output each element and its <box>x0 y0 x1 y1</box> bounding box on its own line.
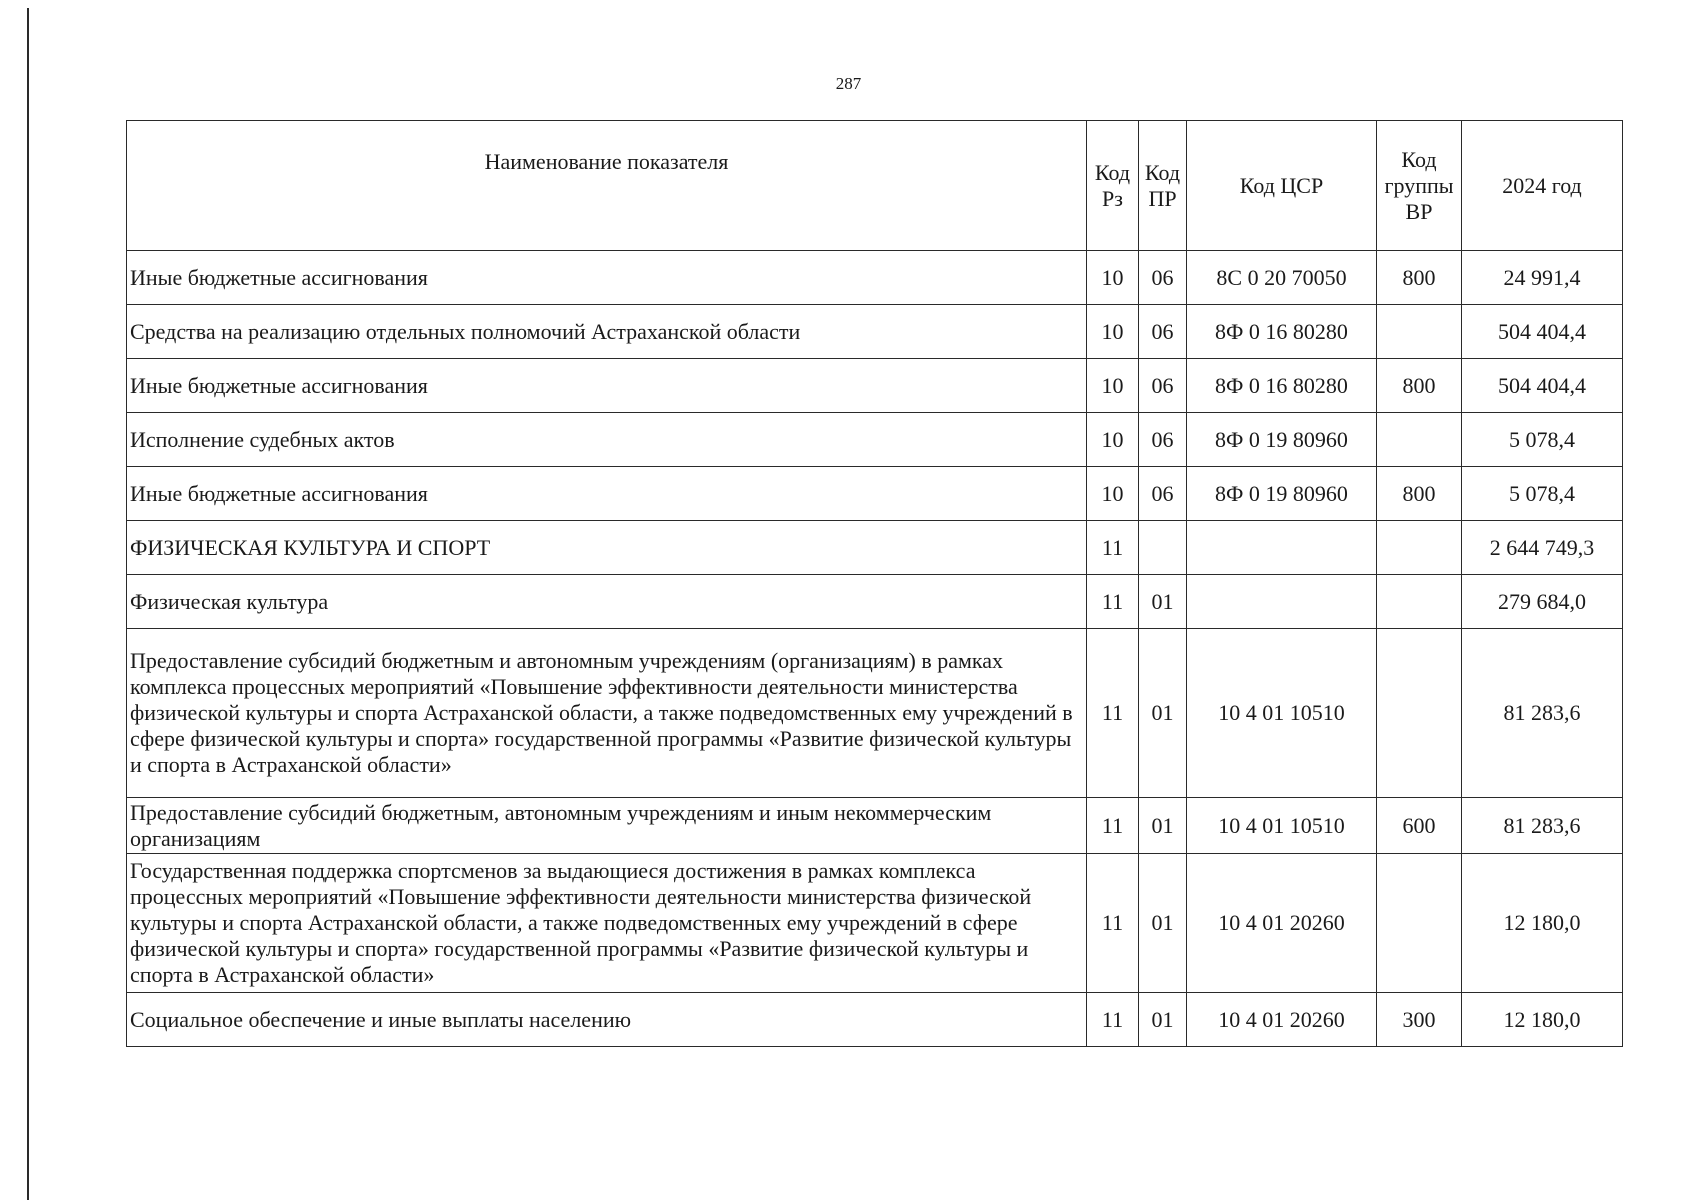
row-pr: 01 <box>1139 575 1187 629</box>
row-value: 24 991,4 <box>1462 251 1623 305</box>
binding-margin-rule <box>27 8 29 1200</box>
row-vr <box>1377 413 1462 467</box>
row-pr: 01 <box>1139 798 1187 854</box>
row-pr: 06 <box>1139 359 1187 413</box>
page-number: 287 <box>835 74 862 93</box>
row-csr: 10 4 01 10510 <box>1187 798 1377 854</box>
row-vr: 800 <box>1377 359 1462 413</box>
row-csr <box>1187 521 1377 575</box>
row-name: ФИЗИЧЕСКАЯ КУЛЬТУРА И СПОРТ <box>127 521 1087 575</box>
row-csr: 10 4 01 10510 <box>1187 629 1377 798</box>
row-value: 504 404,4 <box>1462 305 1623 359</box>
row-pr <box>1139 521 1187 575</box>
row-rz: 11 <box>1087 629 1139 798</box>
row-vr <box>1377 305 1462 359</box>
table-row <box>127 993 1623 1047</box>
row-pr: 06 <box>1139 413 1187 467</box>
header-csr: Код ЦСР <box>1187 121 1377 251</box>
row-pr: 06 <box>1139 467 1187 521</box>
row-name: Предоставление субсидий бюджетным и автономным учреждениям (организациям) в рамках комплекса процессных мероприятий «Повышение эффективности деятельности министерства физической культуры и спорта Астраханской области, а также подведомственных ему учреждений в сфере физической культуры и спорта» государственной программы «Развитие физической культуры и спорта в Астраханской области» <box>127 629 1087 798</box>
row-csr: 8Ф 0 19 80960 <box>1187 413 1377 467</box>
table-row <box>127 521 1623 575</box>
budget-table <box>126 120 1623 1047</box>
row-value: 81 283,6 <box>1462 629 1623 798</box>
row-rz: 11 <box>1087 798 1139 854</box>
row-pr: 06 <box>1139 251 1187 305</box>
row-rz: 10 <box>1087 251 1139 305</box>
table-row <box>127 305 1623 359</box>
table-row <box>127 575 1623 629</box>
row-csr: 8Ф 0 19 80960 <box>1187 467 1377 521</box>
row-rz: 11 <box>1087 993 1139 1047</box>
row-csr: 10 4 01 20260 <box>1187 854 1377 993</box>
table-row <box>127 359 1623 413</box>
row-pr: 01 <box>1139 993 1187 1047</box>
row-rz: 11 <box>1087 854 1139 993</box>
row-rz: 10 <box>1087 305 1139 359</box>
row-vr <box>1377 629 1462 798</box>
row-csr: 8Ф 0 16 80280 <box>1187 305 1377 359</box>
row-pr: 01 <box>1139 629 1187 798</box>
row-vr <box>1377 575 1462 629</box>
table-row <box>127 467 1623 521</box>
row-rz: 11 <box>1087 521 1139 575</box>
row-vr: 800 <box>1377 467 1462 521</box>
row-value: 2 644 749,3 <box>1462 521 1623 575</box>
table-header <box>127 121 1623 251</box>
table-row <box>127 798 1623 854</box>
row-name: Физическая культура <box>127 575 1087 629</box>
header-year: 2024 год <box>1462 121 1623 251</box>
row-name: Социальное обеспечение и иные выплаты населению <box>127 993 1087 1047</box>
row-name: Иные бюджетные ассигнования <box>127 251 1087 305</box>
row-rz: 10 <box>1087 413 1139 467</box>
header-vr: Код группы ВР <box>1377 121 1462 251</box>
header-rz: Код Рз <box>1087 121 1139 251</box>
header-name: Наименование показателя <box>127 121 1087 251</box>
row-value: 5 078,4 <box>1462 467 1623 521</box>
row-value: 81 283,6 <box>1462 798 1623 854</box>
row-vr: 600 <box>1377 798 1462 854</box>
row-vr <box>1377 854 1462 993</box>
row-rz: 10 <box>1087 359 1139 413</box>
row-name: Исполнение судебных актов <box>127 413 1087 467</box>
row-csr: 10 4 01 20260 <box>1187 993 1377 1047</box>
row-csr <box>1187 575 1377 629</box>
row-pr: 01 <box>1139 854 1187 993</box>
row-rz: 10 <box>1087 467 1139 521</box>
row-name: Предоставление субсидий бюджетным, автономным учреждениям и иным некоммерческим организациям <box>127 798 1087 854</box>
row-rz: 11 <box>1087 575 1139 629</box>
row-pr: 06 <box>1139 305 1187 359</box>
table-row <box>127 854 1623 993</box>
row-value: 12 180,0 <box>1462 993 1623 1047</box>
table-row <box>127 251 1623 305</box>
row-value: 12 180,0 <box>1462 854 1623 993</box>
header-pr: Код ПР <box>1139 121 1187 251</box>
table-row <box>127 629 1623 798</box>
table-body <box>127 251 1623 1047</box>
row-csr: 8С 0 20 70050 <box>1187 251 1377 305</box>
row-name: Государственная поддержка спортсменов за выдающиеся достижения в рамках комплекса процессных мероприятий «Повышение эффективности деятельности министерства физической культуры и спорта Астраханской области, а также подведомственных ему учреждений в сфере физической культуры и спорта» государственной программы «Развитие физической культуры и спорта в Астраханской области» <box>127 854 1087 993</box>
row-value: 504 404,4 <box>1462 359 1623 413</box>
row-value: 5 078,4 <box>1462 413 1623 467</box>
header-row <box>127 121 1623 251</box>
row-name: Иные бюджетные ассигнования <box>127 467 1087 521</box>
row-name: Средства на реализацию отдельных полномочий Астраханской области <box>127 305 1087 359</box>
row-value: 279 684,0 <box>1462 575 1623 629</box>
table-row <box>127 413 1623 467</box>
row-csr: 8Ф 0 16 80280 <box>1187 359 1377 413</box>
row-vr: 300 <box>1377 993 1462 1047</box>
row-name: Иные бюджетные ассигнования <box>127 359 1087 413</box>
row-vr <box>1377 521 1462 575</box>
row-vr: 800 <box>1377 251 1462 305</box>
